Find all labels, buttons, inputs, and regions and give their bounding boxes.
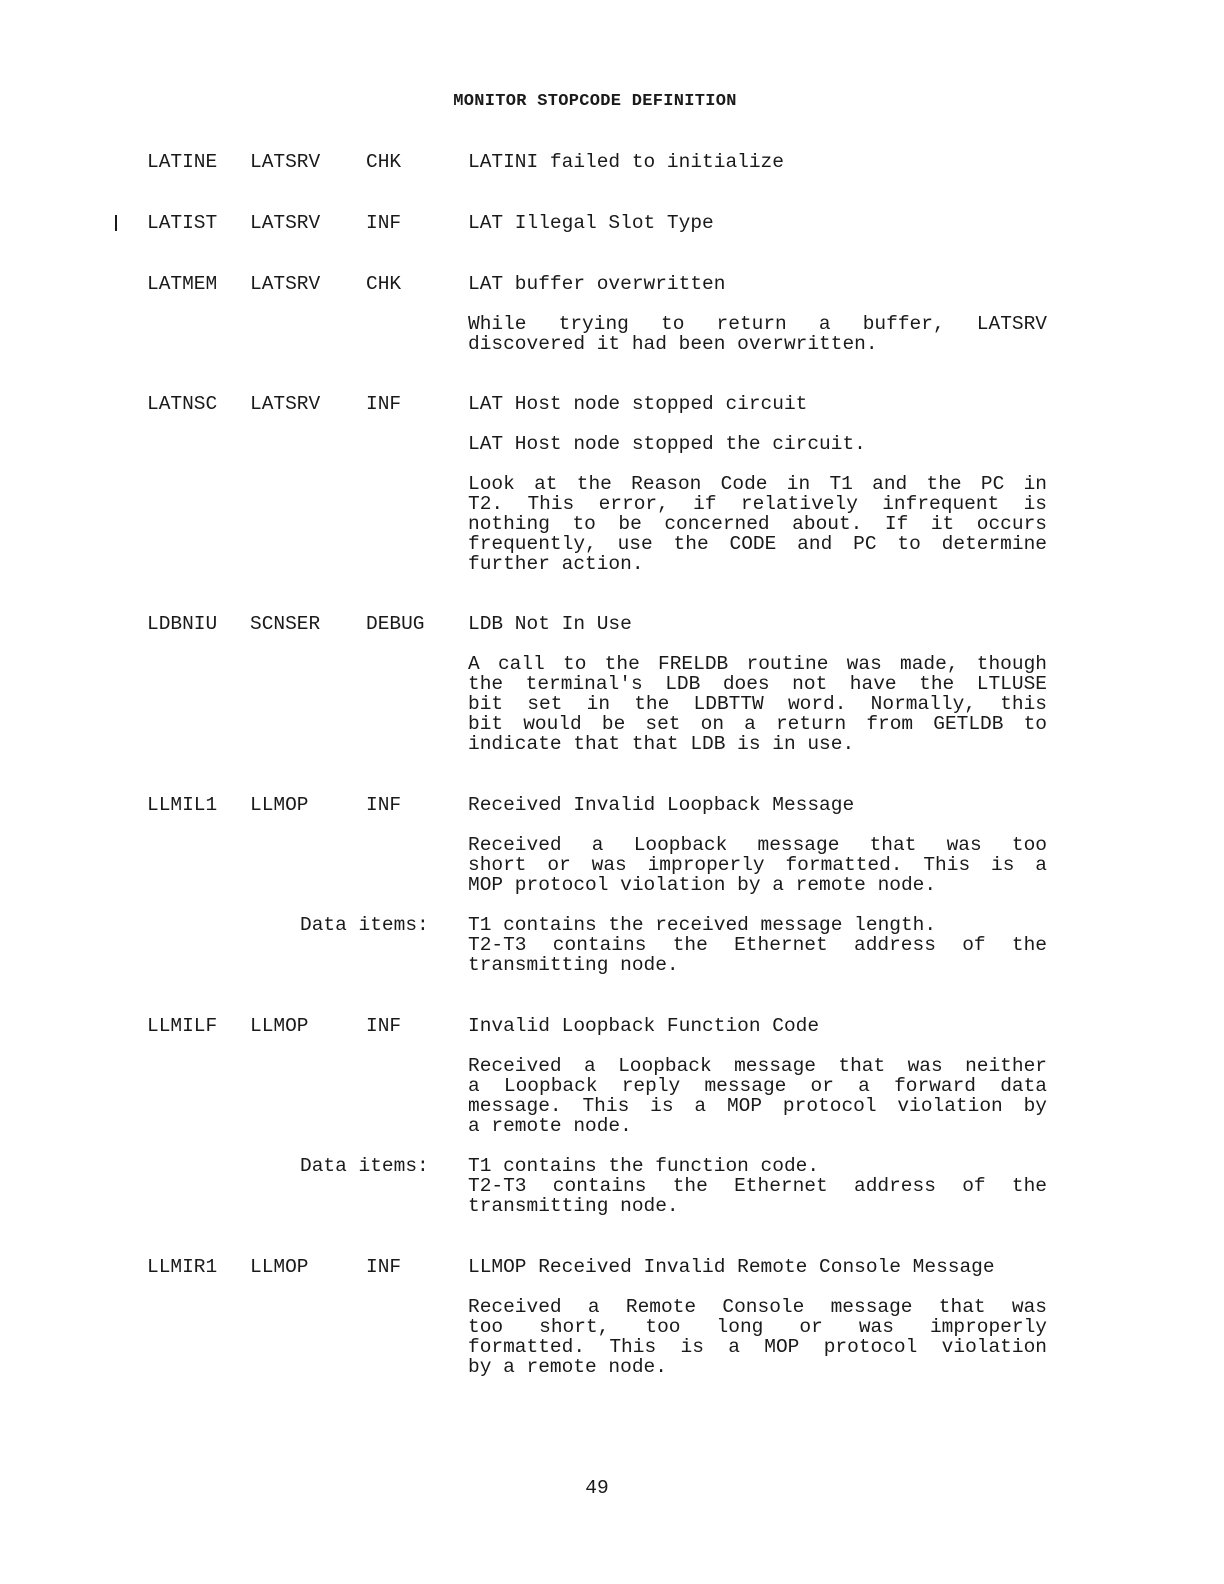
description-line: formatted. This is a MOP protocol violation [468, 1336, 1047, 1358]
data-items-label: Data items: [300, 1155, 429, 1177]
stopcode-name: LLMIL1 [147, 794, 218, 816]
description-line: discovered it had been overwritten. [468, 333, 878, 355]
stopcode-module: LATSRV [250, 212, 321, 234]
description-line: Received a Loopback message that was too [468, 834, 1047, 856]
stopcode-module: LATSRV [250, 151, 321, 173]
description-line: bit set in the LDBTTW word. Normally, this [468, 693, 1047, 715]
stopcode-name: LDBNIU [147, 613, 218, 635]
stopcode-summary: LAT buffer overwritten [468, 273, 726, 295]
stopcode-module: LLMOP [250, 1256, 309, 1278]
stopcode-summary: LDB Not In Use [468, 613, 632, 635]
data-items-label: Data items: [300, 914, 429, 936]
stopcode-type: INF [366, 794, 402, 816]
description-paragraph [468, 474, 1047, 574]
stopcode-module: LATSRV [250, 273, 321, 295]
description-line: short or was improperly formatted. This is a [468, 854, 1047, 876]
description-line: a remote node. [468, 1115, 632, 1137]
description-line: a Loopback reply message or a forward data [468, 1075, 1047, 1097]
stopcode-summary: LATINI failed to initialize [468, 151, 784, 173]
page-number: 49 [585, 1477, 609, 1499]
description-line: the terminal's LDB does not have the LTLUSE [468, 673, 1047, 695]
description-line: While trying to return a buffer, LATSRV [468, 313, 1047, 335]
description-line: indicate that that LDB is in use. [468, 733, 855, 755]
description-paragraph [468, 1297, 1047, 1377]
stopcode-summary: LLMOP Received Invalid Remote Console Message [468, 1256, 995, 1278]
stopcode-summary: LAT Illegal Slot Type [468, 212, 714, 234]
description-line: bit would be set on a return from GETLDB to [468, 713, 1047, 735]
stopcode-module: LLMOP [250, 1015, 309, 1037]
data-item-line: T1 contains the function code. [468, 1155, 820, 1177]
stopcode-summary: Invalid Loopback Function Code [468, 1015, 820, 1037]
description-paragraph [468, 1056, 1047, 1136]
description-line: message. This is a MOP protocol violation by [468, 1095, 1047, 1117]
data-items-paragraph [468, 1156, 1047, 1216]
change-bar [115, 215, 117, 231]
stopcode-name: LATINE [147, 151, 218, 173]
description-line: nothing to be concerned about. If it occurs [468, 513, 1047, 535]
stopcode-type: DEBUG [366, 613, 425, 635]
stopcode-name: LLMIR1 [147, 1256, 218, 1278]
description-line: further action. [468, 553, 644, 575]
description-line: frequently, use the CODE and PC to determine [468, 533, 1047, 555]
stopcode-name: LLMILF [147, 1015, 218, 1037]
description-line: too short, too long or was improperly [468, 1316, 1047, 1338]
description-line: LAT Host node stopped the circuit. [468, 433, 866, 455]
data-item-line: transmitting node. [468, 954, 679, 976]
description-paragraph [468, 434, 1047, 454]
data-item-line: T2-T3 contains the Ethernet address of the [468, 934, 1047, 956]
stopcode-module: LATSRV [250, 393, 321, 415]
stopcode-type: INF [366, 212, 402, 234]
description-line: Look at the Reason Code in T1 and the PC in [468, 473, 1047, 495]
description-line: Received a Loopback message that was neither [468, 1055, 1047, 1077]
stopcode-type: INF [366, 1256, 402, 1278]
data-item-line: T1 contains the received message length. [468, 914, 937, 936]
description-paragraph [468, 654, 1047, 754]
stopcode-name: LATNSC [147, 393, 218, 415]
stopcode-module: LLMOP [250, 794, 309, 816]
stopcode-summary: LAT Host node stopped circuit [468, 393, 808, 415]
description-paragraph [468, 314, 1047, 354]
stopcode-type: CHK [366, 151, 402, 173]
description-line: T2. This error, if relatively infrequent is [468, 493, 1047, 515]
description-line: by a remote node. [468, 1356, 667, 1378]
stopcode-summary: Received Invalid Loopback Message [468, 794, 855, 816]
stopcode-type: INF [366, 1015, 402, 1037]
stopcode-name: LATMEM [147, 273, 218, 295]
stopcode-name: LATIST [147, 212, 218, 234]
page-title: MONITOR STOPCODE DEFINITION [453, 92, 737, 111]
stopcode-type: INF [366, 393, 402, 415]
stopcode-module: SCNSER [250, 613, 321, 635]
description-line: MOP protocol violation by a remote node. [468, 874, 937, 896]
stopcode-type: CHK [366, 273, 402, 295]
data-item-line: T2-T3 contains the Ethernet address of the [468, 1175, 1047, 1197]
data-items-paragraph [468, 915, 1047, 975]
description-line: A call to the FRELDB routine was made, though [468, 653, 1047, 675]
data-item-line: transmitting node. [468, 1195, 679, 1217]
description-line: Received a Remote Console message that was [468, 1296, 1047, 1318]
description-paragraph [468, 835, 1047, 895]
